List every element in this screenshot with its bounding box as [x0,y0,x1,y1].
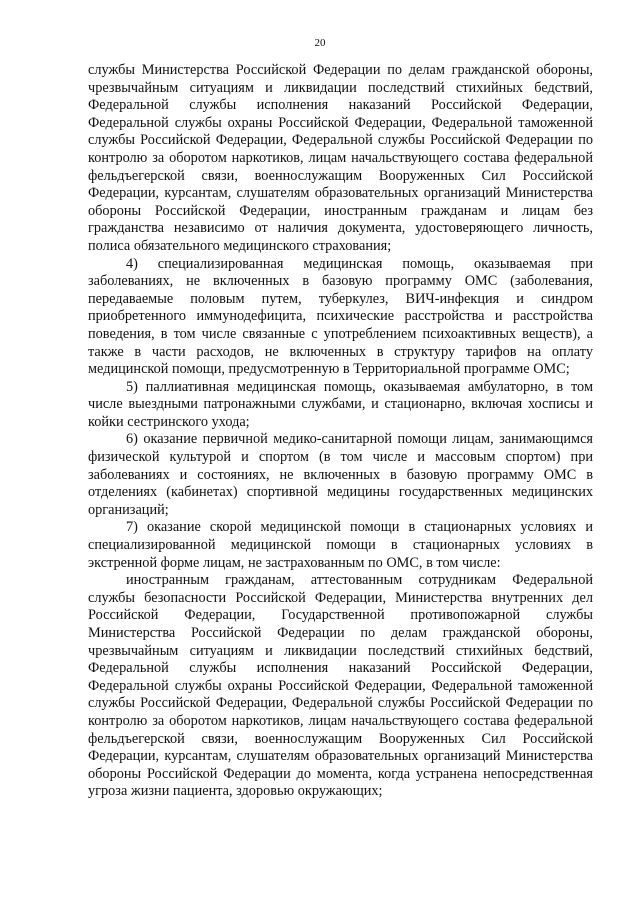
paragraph-item-6: 6) оказание первичной медико-санитарной помощи лицам, занимающимся физической культурой и спортом (в том числе и массовым спортом) при заболеваниях и состояниях, не включенных в базовую программу ОМС в отделениях (кабинетах) спортивной медицины государственных медицинских организаций; [88,431,593,518]
paragraph-item-4: 4) специализированная медицинская помощь, оказываемая при заболеваниях, не включенных в базовую программу ОМС (заболевания, передаваемые половым путем, туберкулез, ВИЧ-инфекция и синдром приобретенного иммунодефицита, психические расстройства и расстройства поведения, в том числе связанные с употреблением психоактивных веществ), а также в части расходов, не включенных в структуру тарифов на оплату медицинской помощи, предусмотренную в Территориальной программе ОМС; [88,255,593,378]
paragraph-item-7-sub: иностранным гражданам, аттестованным сотрудникам Федеральной службы безопасности Российской Федерации, Министерства внутренних дел Российской Федерации, Государственной противопожарной службы Министерства Российской Федерации по делам гражданской обороны, чрезвычайным ситуациям и ликвидации последствий стихийных бедствий, Федеральной службы исполнения наказаний Российской Федерации, Федеральной службы охраны Российской Федерации, Федеральной таможенной службы Российской Федерации, Федеральной службы Российской Федерации по контролю за оборотом наркотиков, лицам начальствующего состава федеральной фельдъегерской связи, военнослужащим Вооруженных Сил Российской Федерации, курсантам, слушателям образовательных организаций Министерства обороны Российской Федерации до момента, когда устранена непосредственная угроза жизни пациента, здоровью окружающих; [88,572,593,800]
document-body [88,62,593,801]
paragraph-item-7: 7) оказание скорой медицинской помощи в стационарных условиях и специализированной медицинской помощи в стационарных условиях в экстренной форме лицам, не застрахованным по ОМС, в том числе: [88,519,593,571]
paragraph-continuation: службы Министерства Российской Федерации по делам гражданской обороны, чрезвычайным ситуациям и ликвидации последствий стихийных бедствий, Федеральной службы исполнения наказаний Российской Федерации, Федеральной службы охраны Российской Федерации, Федеральной таможенной службы Российской Федерации, Федеральной службы Российской Федерации по контролю за оборотом наркотиков, лицам начальствующего состава федеральной фельдъегерской связи, военнослужащим Вооруженных Сил Российской Федерации, курсантам, слушателям образовательных организаций Министерства обороны Российской Федерации, иностранным гражданам и лицам без гражданства независимо от наличия документа, удостоверяющего личность, полиса обязательного медицинского страхования; [88,62,593,254]
page-number: 20 [314,37,326,49]
paragraph-item-5: 5) паллиативная медицинская помощь, оказываемая амбулаторно, в том числе выездными патронажными службами, и стационарно, включая хосписы и койки сестринского ухода; [88,378,593,430]
